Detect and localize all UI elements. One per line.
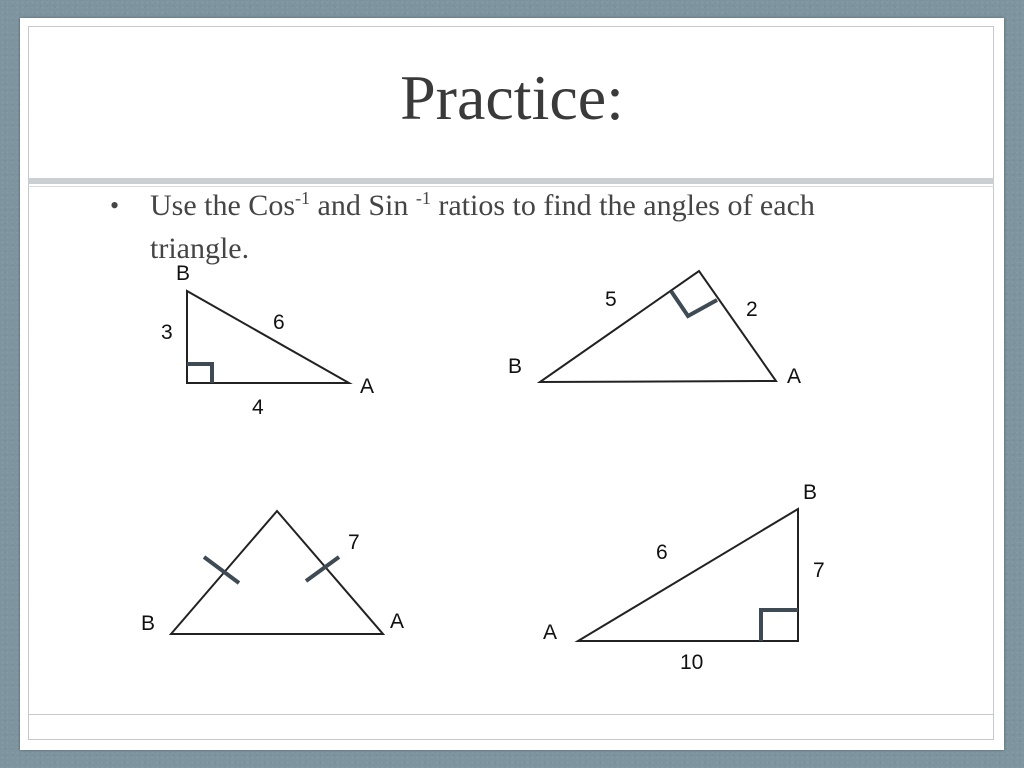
triangle-3-outline bbox=[171, 511, 383, 634]
triangle-2-outline bbox=[540, 271, 776, 382]
triangle-1-right-angle-marker bbox=[187, 364, 212, 383]
triangle-1-side-hypotenuse: 6 bbox=[273, 311, 285, 334]
bullet-point: • bbox=[110, 191, 120, 220]
triangle-4-vertex-b: B bbox=[803, 481, 818, 504]
triangle-4-side-right: 7 bbox=[813, 559, 825, 582]
triangle-4-vertex-a: A bbox=[543, 621, 558, 644]
cos-inverse-superscript: -1 bbox=[295, 188, 310, 208]
triangle-2-side-left: 5 bbox=[605, 288, 617, 311]
instruction-part1: Use the Cos bbox=[150, 189, 295, 222]
triangle-4-side-hypotenuse: 6 bbox=[656, 541, 668, 564]
triangle-1-side-bottom: 4 bbox=[252, 396, 264, 419]
triangle-4-side-bottom: 10 bbox=[680, 651, 704, 674]
triangle-1-side-left: 3 bbox=[161, 321, 173, 344]
triangle-2-vertex-b: B bbox=[508, 355, 523, 378]
triangle-3-side-right: 7 bbox=[348, 531, 360, 554]
instruction-part3: ratios to find the angles of each triangle. bbox=[150, 189, 815, 265]
triangle-3-vertex-b: B bbox=[141, 612, 156, 635]
triangle-2-right-angle-marker bbox=[671, 291, 717, 316]
instruction-part2: and Sin bbox=[310, 189, 416, 222]
triangle-3-vertex-a: A bbox=[390, 610, 405, 633]
triangle-2-side-right: 2 bbox=[746, 298, 758, 321]
triangle-3 bbox=[141, 511, 404, 635]
triangle-1-vertex-a: A bbox=[360, 375, 375, 398]
slide-title: Practice: bbox=[400, 62, 624, 133]
triangle-4-right-angle-marker bbox=[761, 610, 798, 641]
triangle-2-vertex-a: A bbox=[787, 365, 802, 388]
triangle-4 bbox=[543, 481, 825, 674]
sin-inverse-superscript: -1 bbox=[415, 188, 431, 208]
triangle-2 bbox=[508, 271, 801, 388]
triangle-1 bbox=[161, 262, 374, 419]
triangle-4-outline bbox=[578, 509, 798, 641]
triangle-1-vertex-b: B bbox=[176, 262, 191, 285]
